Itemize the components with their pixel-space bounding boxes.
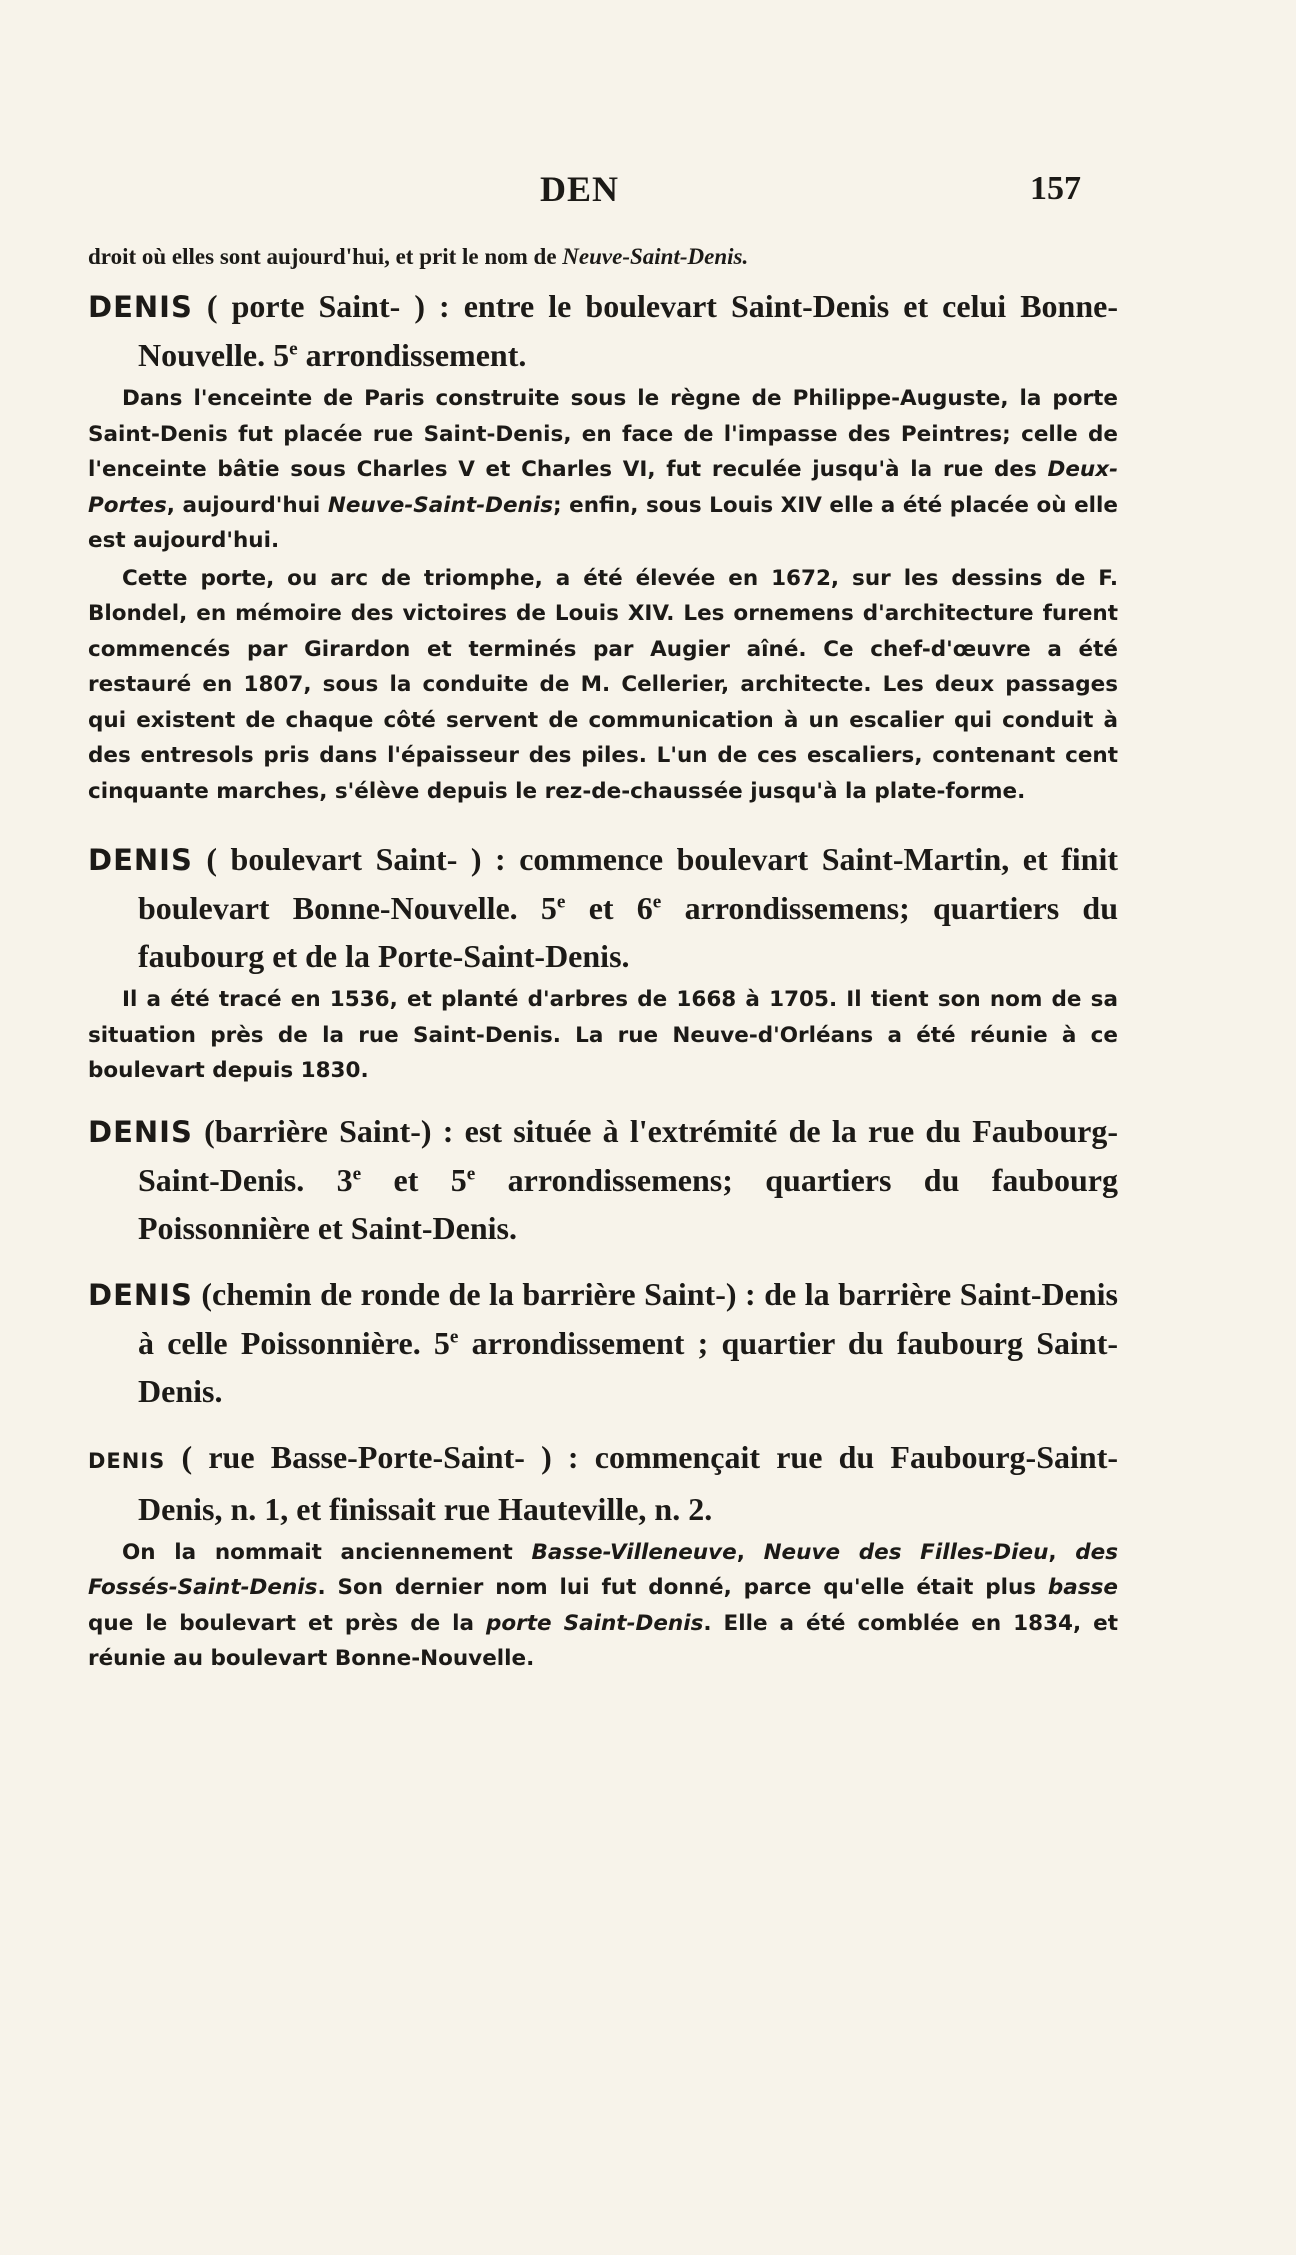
entry-heading: DENIS (chemin de ronde de la barrière Saint-) : de la barrière Saint-Denis à celle Poissonnière. 5e arrondissement ; quartier du faubourg Saint-Denis. bbox=[88, 1275, 1118, 1409]
entry-chemin-de-ronde bbox=[88, 1270, 1118, 1415]
entry-rue-basse-porte-saint-denis bbox=[88, 1433, 1118, 1677]
body-column bbox=[88, 240, 1118, 1695]
entry-heading: DENIS ( boulevart Saint- ) : commence boulevart Saint-Martin, et finit boulevart Bonne-Nouvelle. 5e et 6e arrondissemens; quartiers du faubourg et de la Porte-Saint-Denis. bbox=[88, 841, 1119, 974]
entry-porte-saint-denis bbox=[88, 282, 1118, 809]
entry-heading: DENIS (barrière Saint-) : est située à l'extrémité de la rue du Faubourg-Saint-Denis. 3e et 5e arrondissemens; quartiers du faubourg Poissonnière et Saint-Denis. bbox=[88, 1112, 1119, 1246]
running-header bbox=[0, 168, 1296, 216]
entry-note: Il a été tracé en 1536, et planté d'arbres de 1668 à 1705. Il tient son nom de sa situation près de la rue Saint-Denis. La rue Neuve-d'Orléans a été réunie à ce boulevart depuis 1830. bbox=[88, 987, 1118, 1083]
entry-note: Cette porte, ou arc de triomphe, a été élevée en 1672, sur les dessins de F. Blondel, en mémoire des victoires de Louis XIV. Les ornemens d'architecture furent commencés par Girardon et terminés par Augier aîné. Ce chef-d'œuvre a été restauré en 1807, sous la conduite de M. Cellerier, architecte. Les deux passages qui existent de chaque côté servent de communication à un escalier qui conduit à des entresols pris dans l'épaisseur des piles. L'un de ces escaliers, contenant cent cinquante marches, s'élève depuis le rez-de-chaussée jusqu'à la plate-forme. bbox=[88, 565, 1118, 804]
entry-heading: DENIS ( porte Saint- ) : entre le boulevart Saint-Denis et celui Bonne-Nouvelle. 5e arrondissement. bbox=[88, 288, 1118, 373]
entry-heading: DENIS ( rue Basse-Porte-Saint- ) : commençait rue du Faubourg-Saint-Denis, n. 1, et finissait rue Hauteville, n. 2. bbox=[88, 1438, 1118, 1527]
running-title: DEN bbox=[540, 169, 620, 209]
entry-note: Dans l'enceinte de Paris construite sous le règne de Philippe-Auguste, la porte Saint-Denis fut placée rue Saint-Denis, en face de l'impasse des Peintres; celle de l'enceinte bâtie sous Charles V et Charles VI, fut reculée jusqu'à la rue des Deux-Portes, aujourd'hui Neuve-Saint-Denis; enfin, sous Louis XIV elle a été placée où elle est aujourd'hui. bbox=[88, 386, 1118, 553]
continuation-line: droit où elles sont aujourd'hui, et prit le nom de Neuve-Saint-Denis. bbox=[88, 244, 749, 269]
entry-note: On la nommait anciennement Basse-Villeneuve, Neuve des Filles-Dieu, des Fossés-Saint-Denis. Son dernier nom lui fut donné, parce qu'elle était plus basse que le boulevart et près de la porte Saint-Denis. Elle a été comblée en 1834, et réunie au boulevart Bonne-Nouvelle. bbox=[88, 1539, 1119, 1671]
entry-keyword: DENIS bbox=[88, 843, 193, 877]
entry-keyword: DENIS bbox=[88, 290, 193, 324]
entry-keyword: DENIS bbox=[88, 1277, 193, 1312]
entry-keyword: DENIS bbox=[88, 1114, 193, 1149]
page-number: 157 bbox=[1030, 170, 1081, 207]
entry-barriere-saint-denis bbox=[88, 1107, 1118, 1252]
entry-boulevart-saint-denis bbox=[88, 835, 1118, 1089]
entry-keyword: DENIS bbox=[88, 1448, 166, 1473]
